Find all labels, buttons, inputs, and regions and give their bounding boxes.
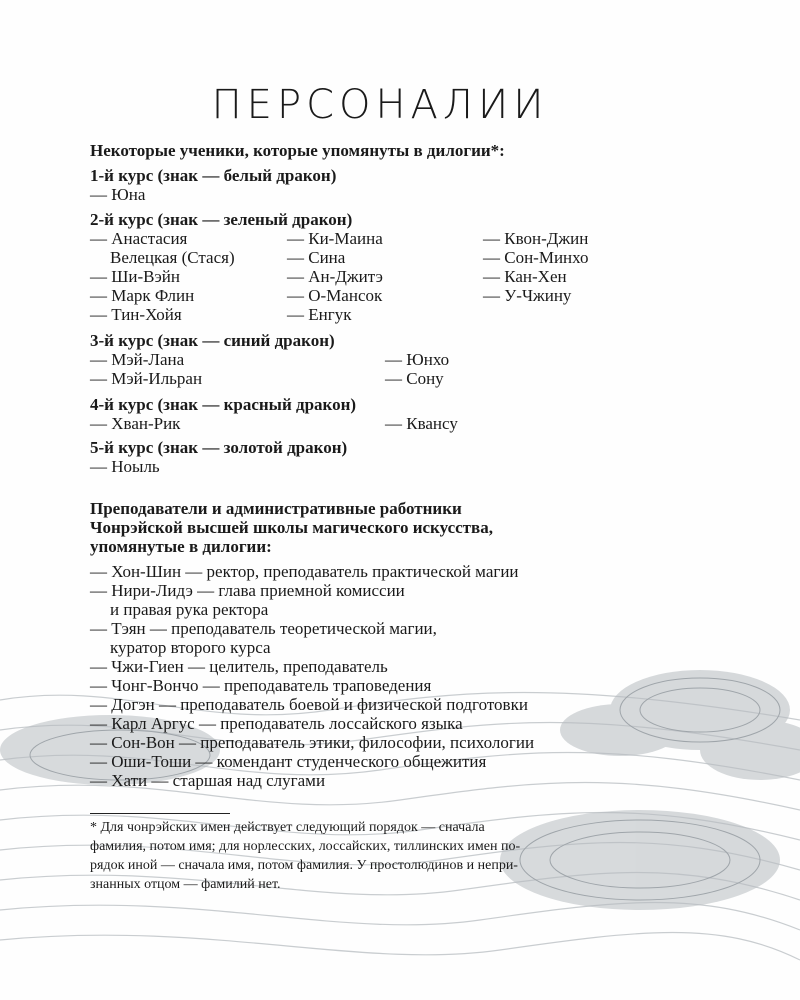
staff-item: — Сон-Вон — преподаватель этики, философии, психологии [90, 733, 535, 752]
list-item: — Кан-Хен [483, 267, 567, 286]
list-item: — Ки-Маина [287, 229, 383, 248]
list-item: — Квансу [385, 414, 458, 433]
list-item: — Тин-Хойя [90, 305, 182, 324]
list-item: — Квон-Джин [483, 229, 589, 248]
staff-item: — Чонг-Вончо — преподаватель траповедения [90, 676, 432, 695]
list-item: — Сон-Минхо [483, 248, 589, 267]
list-item: — Анастасия [90, 229, 188, 248]
footnote-line: знанных отцом — фамилий нет. [90, 877, 281, 892]
staff-heading: Преподаватели и административные работники [90, 499, 462, 518]
staff-item: и правая рука ректора [110, 600, 269, 619]
list-item: Велецкая (Стася) [110, 248, 235, 267]
footnote [90, 818, 668, 894]
staff-item: — Оши-Тоши — комендант студенческого общежития [90, 752, 487, 771]
list-item: — Сина [287, 248, 346, 267]
page-title: ПЕРСОНАЛИИ [211, 82, 549, 128]
staff-heading: упомянутые в дилогии: [90, 537, 272, 556]
staff-item: — Хон-Шин — ректор, преподаватель практической магии [90, 562, 519, 581]
list-item: — Енгук [287, 305, 352, 324]
staff-item: — Хати — старшая над слугами [90, 771, 326, 790]
list-item: — Мэй-Ильран [90, 369, 203, 388]
course-2-heading: 2-й курс (знак — зеленый дракон) [90, 210, 353, 229]
footnote-line: рядок иной — сначала имя, потом фамилия. У простолюдинов и непри- [90, 858, 518, 873]
list-item: — О-Мансок [287, 286, 383, 305]
footnote-line: фамилия, потом имя; для норлесских, лоссайских, тиллинских имен по- [90, 839, 521, 854]
list-item: — Марк Флин [90, 286, 195, 305]
staff-item: — Нири-Лидэ — глава приемной комиссии [90, 581, 405, 600]
list-item: — Сону [385, 369, 444, 388]
students-heading: Некоторые ученики, которые упомянуты в дилогии*: [90, 141, 505, 160]
list-item: — Хван-Рик [90, 414, 181, 433]
staff-item: — Догэн — преподаватель боевой и физической подготовки [90, 695, 528, 714]
staff-heading: Чонрэйской высшей школы магического искусства, [90, 518, 493, 537]
course-1-name: — Юна [90, 185, 146, 204]
course-3-heading: 3-й курс (знак — синий дракон) [90, 331, 335, 350]
staff-item: куратор второго курса [110, 638, 271, 657]
list-item: — Мэй-Лана [90, 350, 185, 369]
course-1-heading: 1-й курс (знак — белый дракон) [90, 166, 337, 185]
list-item: — Ши-Вэйн [90, 267, 180, 286]
staff-item: — Карл Аргус — преподаватель лоссайского языка [90, 714, 463, 733]
list-item: — Юнхо [385, 350, 450, 369]
staff-item: — Чжи-Гиен — целитель, преподаватель [90, 657, 388, 676]
course-5-heading: 5-й курс (знак — золотой дракон) [90, 438, 348, 457]
staff-item: — Тэян — преподаватель теоретической магии, [90, 619, 437, 638]
list-item: — У-Чжину [483, 286, 572, 305]
footnote-divider [90, 813, 230, 814]
list-item: — Ноыль [90, 457, 160, 476]
course-4-heading: 4-й курс (знак — красный дракон) [90, 395, 357, 414]
footnote-line: * Для чонрэйских имен действует следующий порядок — сначала [90, 820, 485, 835]
list-item: — Ан-Джитэ [287, 267, 383, 286]
